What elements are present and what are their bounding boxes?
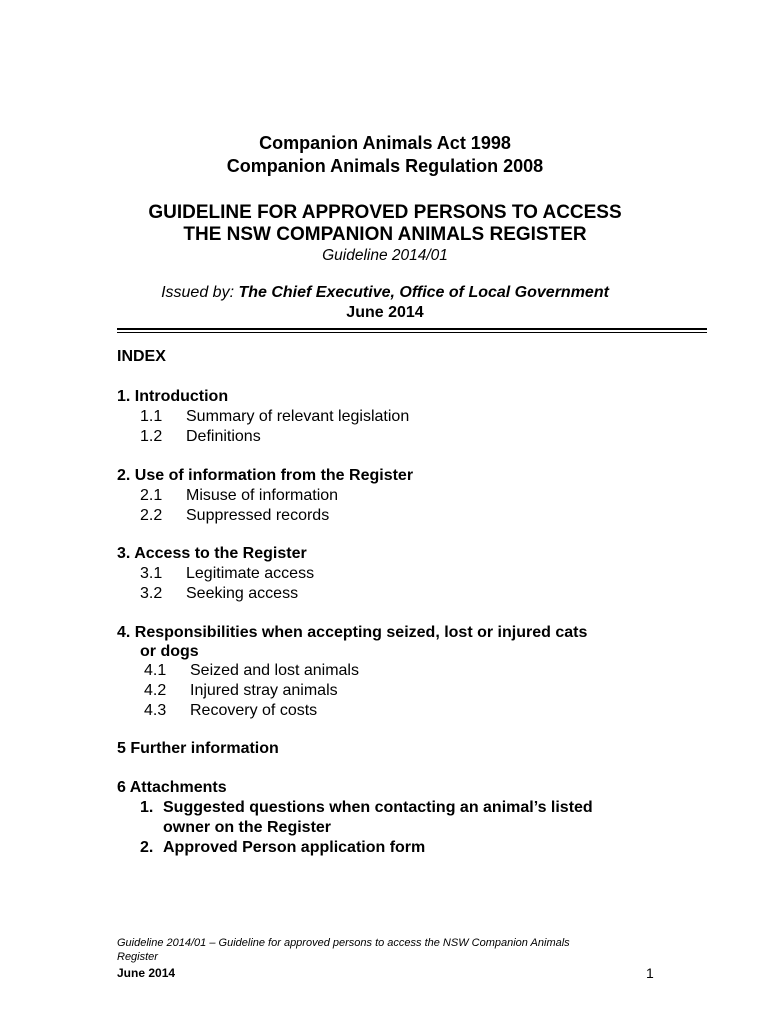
index-item-label: Misuse of information [186, 487, 339, 504]
index-item-num: 4.1 [144, 662, 167, 679]
index-item-num: 2.2 [140, 507, 163, 524]
attachment-label: Approved Person application form [163, 839, 426, 856]
index-item-num: 3.1 [140, 565, 163, 582]
regulation-title: Companion Animals Regulation 2008 [226, 156, 544, 176]
index-item-label: Seized and lost animals [190, 662, 359, 679]
index-section-6: 6 Attachments [117, 779, 227, 796]
issue-date: June 2014 [346, 304, 424, 321]
index-item-num: 1.2 [140, 428, 163, 445]
issued-by-value: The Chief Executive, Office of Local Government [238, 284, 609, 301]
issued-by-label: Issued by: [161, 284, 239, 301]
guideline-number: Guideline 2014/01 [322, 247, 448, 264]
attachment-label-cont: owner on the Register [163, 819, 332, 836]
index-section-3: 3. Access to the Register [117, 545, 307, 562]
index-item-label: Injured stray animals [190, 682, 338, 699]
guideline-title-line2: THE NSW COMPANION ANIMALS REGISTER [183, 224, 587, 245]
footer-line2: Register [117, 951, 158, 963]
index-heading: INDEX [117, 348, 166, 365]
index-item-num: 2.1 [140, 487, 163, 504]
index-item-num: 4.2 [144, 682, 167, 699]
index-section-5: 5 Further information [117, 740, 279, 757]
index-section-2: 2. Use of information from the Register [117, 467, 414, 484]
issued-by [0, 284, 770, 302]
header-divider-thick [117, 328, 707, 330]
index-item-num: 4.3 [144, 702, 167, 719]
act-title: Companion Animals Act 1998 [259, 133, 511, 153]
attachment-num: 1. [140, 799, 154, 816]
index-section-1: 1. Introduction [117, 388, 229, 405]
index-item-label: Definitions [186, 428, 261, 445]
guideline-title-line1: GUIDELINE FOR APPROVED PERSONS TO ACCESS [148, 202, 622, 223]
footer-date: June 2014 [117, 966, 176, 980]
index-item-num: 3.2 [140, 585, 163, 602]
header-divider-thin [117, 332, 707, 333]
index-item-label: Summary of relevant legislation [186, 408, 410, 425]
page-number: 1 [646, 965, 654, 981]
attachment-num: 2. [140, 839, 154, 856]
index-item-label: Recovery of costs [190, 702, 318, 719]
index-item-label: Seeking access [186, 585, 299, 602]
index-section-4-cont: or dogs [140, 643, 199, 660]
attachment-label: Suggested questions when contacting an animal’s listed [163, 799, 593, 816]
footer-line1: Guideline 2014/01 – Guideline for approved persons to access the NSW Companion Animals [117, 937, 570, 949]
index-item-num: 1.1 [140, 408, 163, 425]
index-section-4: 4. Responsibilities when accepting seized, lost or injured cats [117, 624, 588, 641]
index-item-label: Legitimate access [186, 565, 315, 582]
index-item-label: Suppressed records [186, 507, 330, 524]
